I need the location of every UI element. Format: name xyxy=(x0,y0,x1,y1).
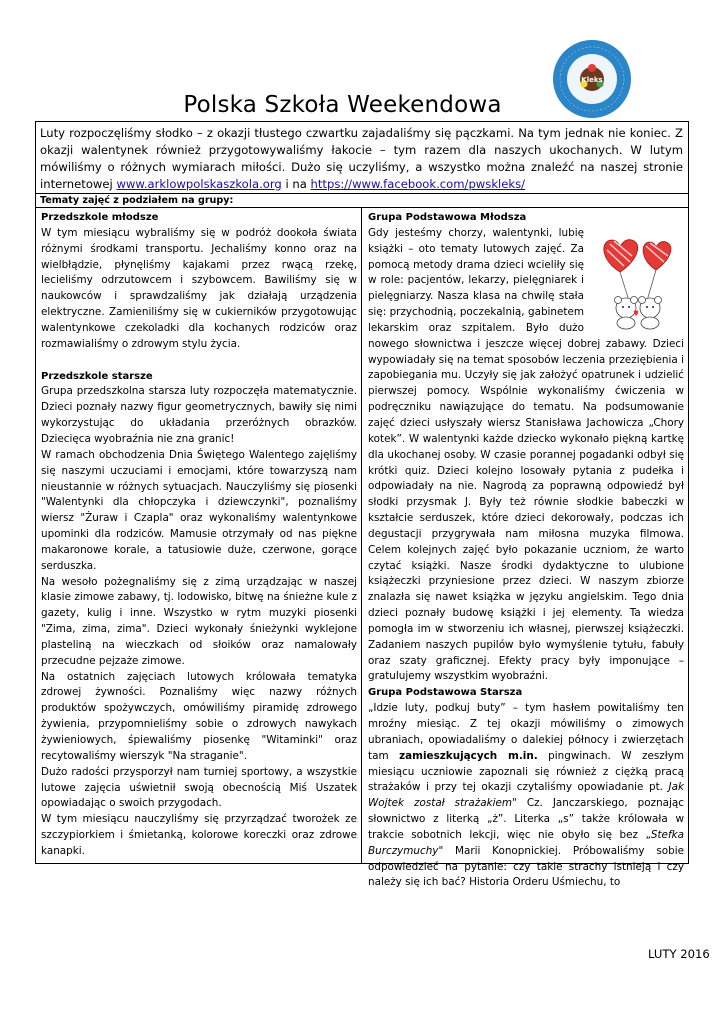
page-title: Polska Szkoła Weekendowa xyxy=(183,92,502,118)
issue-date: LUTY 2016 xyxy=(648,947,710,961)
paragraph: Na wesoło pożegnaliśmy się z zimą urządzając w naszej klasie zimowe zabawy, tj. lodowisko, bitwę na śnieżne kule z gazety, kulig i inne. Wszystko w rytm muzyki piosenki "Zima, zima, zima". Dzieci wykonały śnieżynki wyklejone plasteliną na wieczkach od słoików oraz namalowały przecudne pejzaże zimowe. xyxy=(41,575,357,667)
newsletter-frame xyxy=(35,121,689,889)
paragraph: Grupa przedszkolna starsza luty rozpoczęła matematycznie. Dzieci poznały nazwy figur geometrycznych, bawiły się nimi wykorzystując do układania przeróżnych obrazków. Dziecięca wyobraźnia nie zna granic! xyxy=(41,385,357,445)
logo-center-text: Kleks xyxy=(581,76,603,84)
book-title: Jak Wojtek został strażakiem" xyxy=(368,781,684,810)
paragraph: W ramach obchodzenia Dnia Świętego Walentego zajęliśmy się naszymi uczuciami i emocjami, które towarzyszą nam nieustannie w różnych sytuacjach. Nauczyliśmy się piosenki "Walentynki dla chłopczyka i dziewczynki", poznaliśmy wiersz "Żuraw i Czapla" oraz wykonaliśmy walentynkowe upominki dla rodziców. Mamusie otrzymały od nas piękne makaronowe korale, a tatusiowie duże, czerwone, gorące serduszka. xyxy=(41,448,357,572)
text-run: Cz. Janczarskiego, poznając słownictwo z literką „ż”. Literka „s” także królowała w trakcie sobotnich lekcji, więc nie obyło się bez „ xyxy=(368,797,684,841)
text-run: Marii Konopnickiej. Próbowaliśmy sobie odpowiedzieć na pytanie: czy takie strachy istnieją i czy należy się ich bać? Historia Orderu Uśmiechu, to xyxy=(368,844,684,889)
book-title: Stefka Burczymuchy" xyxy=(368,828,684,857)
text-run: pingwinach. W zeszłym miesiącu uczniowie zapoznali się również z ciężką pracą strażaków i przy tej okazji czytaliśmy opowiadanie pt. xyxy=(368,749,684,794)
paragraph: Na ostatnich zajęciach lutowych królowała tematyka zdrowej żywności. Poznaliśmy więc nazwy różnych produktów spożywczych, omówiliśmy piramidę zdrowego żywienia, przypomnieliśmy sobie o zdrowych nawykach żywieniowych, śpiewaliśmy piosenkę "Witaminki" oraz recytowaliśmy wierszyk "Na straganie". xyxy=(41,670,357,762)
paragraph xyxy=(368,701,684,891)
heading-przedszkole-mlodsze: Przedszkole młodsze xyxy=(41,212,159,223)
heading-grupa-podstawowa-starsza: Grupa Podstawowa Starsza xyxy=(368,687,523,699)
intro-text: Luty rozpoczęliśmy słodko – z okazji tłustego czwartku zajadaliśmy się pączkami. Na tym jednak nie koniec. Z okazji walentynek również przygotowywaliśmy łakocie – tym razem dla naszych ukochanych. W lutym mówiliśmy o różnych wymiarach miłości. Dużo się uczyliśmy, a wszystko można znaleźć na naszej stronie internetowej xyxy=(40,126,683,191)
paragraph: Gdy jesteśmy chorzy, walentynki, lubię książki – oto tematy lutowych zajęć. Za pomocą metody drama dzieci wcieliły się w role: pacjentów, lekarzy, pielęgniarek i pielęgniarzy. Nasza klasa na chwilę stała się: przychodnią, poczekalnią, gabinetem lekarskim oraz szpitalem. Było dużo nowego słownictwa i jeszcze więcej dobrej zabawy. Dzieci wypowiadały się na temat sposobów leczenia przeziębienia i zapobiegania mu. Uczyły się jak założyć opatrunek i udzielić pierwszej pomocy. Wspólnie wykonaliśmy ćwiczenia w podręczniku nawiązujące do tematu. Na podsumowanie zajęć dzieci usłyszały wiersz Stanisława Jachowicza „Chory kotek”. W walentynki każde dziecko wykonało piękną kartkę dla ukochanej osoby. W czasie porannej pogadanki odbył się krótki quiz. Dzieci kolejno losowały pytania z pudełka i odpowiadały na nie. Nagrodą za poprawną odpowiedź był słodki przysmak J. Były też równie słodkie babeczki w kształcie serduszek, które dzieci dekorowały, podczas ich degustacji przygrywała nam miłosna muzyka filmowa. Celem kolejnych zajęć było pokazanie uczniom, że warto czytać książki. Nasze środki dydaktyczne to ulubione książeczki przyniesione przez dzieci. W naszym zbiorze znalazła się nawet książka w języku angielskim. Tego dnia dzieci poznały budowę książki i jej elementy. Ta wiedza pomogła im w stworzeniu ich własnej, pierwszej książeczki. Zadaniem naszych pupilów było wymyślenie tytułu, fabuły oraz szaty graficznej. Efekty pracy były imponujące – gratulujemy wszystkim wyobraźni. xyxy=(368,226,684,683)
topics-header: Tematy zajęć z podziałem na grupy: xyxy=(36,194,688,208)
paragraph: W tym miesiącu nauczyliśmy się przyrządzać tworożek ze szczypiorkiem i śmietanką, kolorowe koreczki oraz zdrowe kanapki. xyxy=(41,813,357,857)
left-column xyxy=(36,208,362,863)
teddy-bears-hearts-illustration xyxy=(590,232,686,330)
bold-run: zamieszkujących m.in. xyxy=(399,749,538,762)
paragraph: W tym miesiącu wybraliśmy się w podróż dookoła świata różnymi środkami transportu. Jechaliśmy konno oraz na wielbłądzie, płynęliśmy kajakami przez rwącą rzekę, lecieliśmy odrzutowcem i szybowcem. Bawiliśmy się w naukowców i sprawdzaliśmy jak działają urządzenia elektryczne. Zamieniliśmy się w cukierników przygotowując walentynkowe czekoladki dla kochanych rodziców oraz rozmawialiśmy o zdrowym stylu życia. xyxy=(41,226,357,350)
intro-paragraph xyxy=(36,122,688,194)
text-run: „Idzie luty, podkuj buty” – tym hasłem powitaliśmy ten mroźny miesiąc. Z tej okazji mówiliśmy o zimowych ubraniach, opowiadaliśmy o dalekiej północy i zwierzętach tam xyxy=(368,702,684,762)
paragraph: Dużo radości przysporzył nam turniej sportowy, a wszystkie lutowe zajęcia uświetnił swoją obecnością Miś Uszatek opowiadając o swoich przygodach. xyxy=(41,765,357,810)
website-link[interactable]: www.arklowpolskaszkola.org xyxy=(116,177,282,191)
intro-between: i na xyxy=(281,177,311,191)
right-column xyxy=(362,208,688,889)
facebook-link[interactable]: https://www.facebook.com/pwskleks/ xyxy=(310,177,526,191)
heading-grupa-podstawowa-mlodsza: Grupa Podstawowa Młodsza xyxy=(368,212,527,223)
heading-przedszkole-starsze: Przedszkole starsze xyxy=(41,370,153,382)
